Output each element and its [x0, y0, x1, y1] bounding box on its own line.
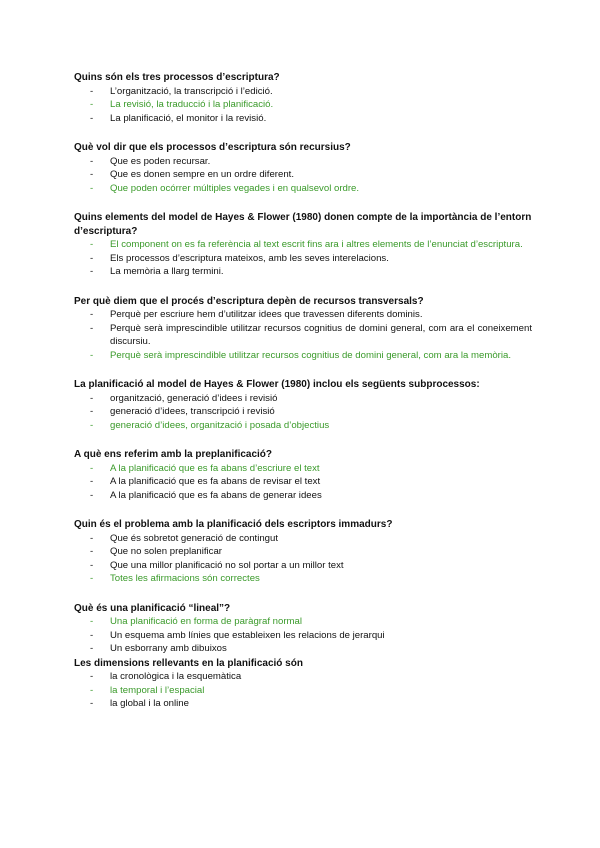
- answer-option-correct: - Perquè serà imprescindible utilitzar recursos cognitius de domini general, com ara la memòria.: [74, 349, 532, 363]
- answer-list-2: [74, 155, 532, 196]
- answer-list-5: [74, 392, 532, 433]
- answer-list-7: [74, 532, 532, 586]
- answer-list-3: [74, 238, 532, 279]
- question-7: Quin és el problema amb la planificació dels escriptors immadurs?: [74, 519, 393, 530]
- answer-option: - Perquè per escriure hem d’utilitzar idees que travessen diferents dominis.: [74, 308, 532, 322]
- answer-list-9: [74, 670, 532, 711]
- question-8: Què és una planificació “lineal”?: [74, 602, 231, 614]
- answer-option-correct: - la temporal i l’espacial: [74, 684, 532, 698]
- answer-option: - Els processos d’escriptura mateixos, amb les seves interelacions.: [74, 252, 532, 266]
- answer-option-correct: - La revisió, la traducció i la planificació.: [74, 98, 532, 112]
- answer-option: - L’organització, la transcripció i l’edició.: [74, 85, 532, 99]
- question-1: Quins són els tres processos d’escriptura?: [74, 72, 280, 83]
- answer-option: - Un esborrany amb dibuixos: [74, 642, 532, 656]
- answer-option-correct: - Totes les afirmacions són correctes: [74, 572, 532, 586]
- answer-option: - A la planificació que es fa abans de revisar el text: [74, 475, 532, 489]
- answer-option: - Que no solen preplanificar: [74, 545, 532, 559]
- answer-option: - Que és sobretot generació de contingut: [74, 532, 532, 546]
- answer-option: - la global i la online: [74, 697, 532, 711]
- answer-option: - generació d’idees, transcripció i revisió: [74, 405, 532, 419]
- answer-option: - A la planificació que es fa abans de generar idees: [74, 489, 532, 503]
- question-5: La planificació al model de Hayes & Flower (1980) inclou els següents subprocessos:: [74, 379, 480, 390]
- answer-option: - Que es donen sempre en un ordre diferent.: [74, 168, 532, 182]
- answer-list-8: [74, 615, 532, 656]
- answer-option: - La planificació, el monitor i la revisió.: [74, 112, 532, 126]
- answer-option-correct: - A la planificació que es fa abans d’escriure el text: [74, 462, 532, 476]
- answer-option: - Perquè serà imprescindible utilitzar recursos cognitius de domini general, com ara el coneixement discursiu.: [74, 322, 532, 349]
- answer-list-1: [74, 85, 532, 126]
- answer-option-correct: - Que poden ocórrer múltiples vegades i en qualsevol ordre.: [74, 182, 532, 196]
- answer-option-correct: - El component on es fa referència al text escrit fins ara i altres elements de l’enunciat d’escriptura.: [74, 238, 532, 252]
- answer-option-correct: - Una planificació en forma de paràgraf normal: [74, 615, 532, 629]
- question-6: A què ens referim amb la preplanificació?: [74, 449, 273, 460]
- answer-option: - Un esquema amb línies que estableixen les relacions de jerarqui: [74, 629, 532, 643]
- answer-option-correct: - generació d’idees, organització i posada d’objectius: [74, 419, 532, 433]
- question-3: Quins elements del model de Hayes & Flower (1980) donen compte de la importància de l’entorn d’escriptura?: [74, 212, 532, 237]
- answer-option: - Que una millor planificació no sol portar a un millor text: [74, 559, 532, 573]
- question-2: Què vol dir que els processos d’escriptura són recursius?: [74, 142, 351, 153]
- answer-option: - La memòria a llarg termini.: [74, 265, 532, 279]
- answer-option: - organització, generació d’idees i revisió: [74, 392, 532, 406]
- question-4: Per què diem que el procés d’escriptura depèn de recursos transversals?: [74, 295, 424, 307]
- answer-option: - Que es poden recursar.: [74, 155, 532, 169]
- answer-list-6: [74, 462, 532, 503]
- question-9: Les dimensions rellevants en la planificació són: [74, 657, 303, 669]
- answer-list-4: [74, 308, 532, 362]
- answer-option: - la cronològica i la esquemàtica: [74, 670, 532, 684]
